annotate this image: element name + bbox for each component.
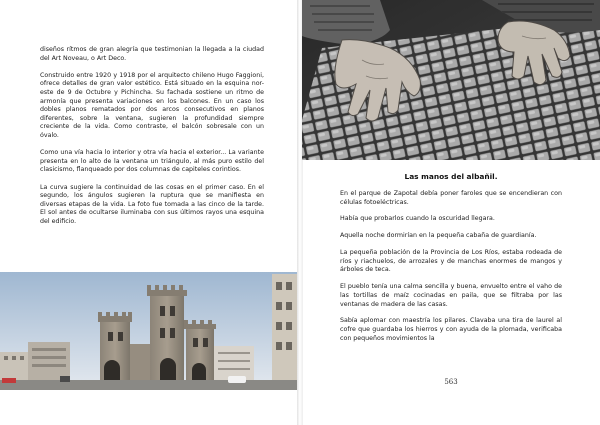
right-text-column [340,190,562,352]
building-photo-image [0,272,298,390]
left-paragraph-1: diseños rítmos de gran alegría que testimonian la llegada a la ciudad del Art Noveau, o Art Deco. [40,46,264,62]
left-paragraph-3: Como una vía hacia lo interior y otra vía hacia el exterior... La variante presenta en lo alto de la ventana un triángulo, al más puro estilo del clasicismo, flanqueado por dos columnas de capiteles corintios. [40,149,264,174]
chapter-heading: Las manos del albañil. [404,172,498,181]
building-photo [0,272,298,390]
left-page [0,0,298,425]
right-paragraph-6: Sabía aplomar con maestría los pilares. Clavaba una tira de laurel al cofre que guardaba los hierros y con ayuda de la plomada, verificaba con pequeños movimientos la [340,317,562,342]
page-number: 563 [444,378,458,386]
right-paragraph-1: En el parque de Zapotal debía poner faroles que se encendieran con células fotoeléctricas. [340,190,562,206]
right-paragraph-4: La pequeña población de la Provincia de Los Ríos, estaba rodeada de ríos y riachuelos, de arrozales y de manchas enormes de mangos y árboles de teca. [340,249,562,274]
right-page [302,0,600,425]
left-text-column [40,46,264,235]
left-paragraph-2: Construido entre 1920 y 1918 por el arquitecto chileno Hugo Faggioni, ofrece detalles de gran valor estético. Está situado en la esquina nor-este de 9 de Octubre y Pichincha. Su fachada sostiene un ritmo de armonía que presenta variaciones en los balcones. En un caso los dobles planos rematados por dos arcos consecutivos en planos diferentes, sobre la ventana, sugieren la profundidad siempre creciente de la vida. Como contraste, el balcón sobresale con un óvalo. [40,71,264,139]
left-paragraph-4: La curva sugiere la continuidad de las cosas en el primer caso. En el segundo, los ángulos sugieren la ruptura que se manifiesta en diversas etapas de la vida. La foto fue tomada a las cinco de la tarde. El sol antes de ocultarse iluminaba con sus últimos rayos una esquina del edificio. [40,183,264,225]
right-paragraph-3: Aquella noche dormirían en la pequeña cabaña de guardianía. [340,232,537,240]
right-paragraph-2: Había que probarlos cuando la oscuridad llegara. [340,215,495,223]
right-paragraph-5: El pueblo tenía una calma sencilla y buena, envuelto entre el vaho de las tortillas de maíz cocinadas en paila, que se filtraba por las ventanas de madera de las casas. [340,283,562,308]
